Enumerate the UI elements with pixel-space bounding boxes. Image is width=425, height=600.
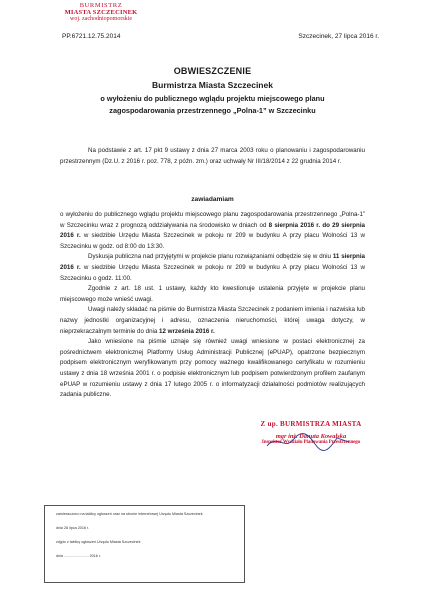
handwritten-signature bbox=[263, 430, 353, 452]
comments-deadline: 12 września 2016 r. bbox=[159, 327, 215, 335]
office-stamp bbox=[46, 2, 156, 23]
exhibition-dates: 8 sierpnia 2016 r. do 29 sierpnia 2016 r. bbox=[60, 221, 365, 240]
subject-line-1: o wyłożeniu do publicznego wglądu projektu miejscowego planu bbox=[100, 94, 325, 103]
stamp-line-1: BURMISTRZ bbox=[79, 2, 123, 9]
signature-line-3: Inspektor Wydziału Planowania Przestrzennego bbox=[261, 440, 361, 445]
place-and-date: Szczecinek, 27 lipca 2016 r. bbox=[298, 33, 379, 40]
paragraph-comments-deadline bbox=[60, 305, 365, 337]
removed-label: zdjęto z tablicy ogłoszeń Urzędu Miasta Szczecinek bbox=[56, 540, 141, 544]
document-title: OBWIESZCZENIE bbox=[173, 66, 252, 76]
posted-date: dnia 28 lipca 2016 r. bbox=[56, 526, 90, 530]
stamp-line-2: MIASTA SZCZECINEK bbox=[64, 9, 138, 16]
announcement-word: zawiadamiam bbox=[191, 196, 234, 203]
discussion-date: 11 sierpnia 2016 r. bbox=[60, 253, 365, 271]
p4-text-a: Uwagi należy składać na piśmie do Burmistrza Miasta Szczecinek z podaniem imienia i nazwiska lub nazwy jednostki organizacyjnej i adresu, oznaczenia nieruchomości, której uwaga dotyczy, w nieprzekraczalnym terminie do dnia bbox=[60, 306, 365, 335]
paragraph-electronic-comments: Jako wniesione na piśmie uznaje się również uwagi wniesione w postaci elektronicznej za pośrednictwem elektronicznej Platformy Usług Administracji Publicznej (ePUAP), opatrzone bezpiecznym podpisem elektronicznym weryfikowanym przy pomocy ważnego kwalifikowanego certyfikatu w rozumieniu ustawy z dnia 18 września 2001 r. o podpisie elektronicznym lub podpisem potwierdzonym profilem zaufanym ePUAP w rozumieniu ustawy z dnia 17 lutego 2005 r. o informatyzacji działalności podmiotów realizujących zadania publiczne. bbox=[60, 338, 365, 399]
signature-stamp bbox=[253, 420, 369, 445]
p2-text-a: Dyskusja publiczna nad przyjętymi w projekcie planu rozwiązaniami odbędzie się w dniu bbox=[88, 253, 333, 261]
signature-line-1: Z up. BURMISTRZA MIASTA bbox=[260, 420, 362, 428]
paragraph-right-to-comment: Zgodnie z art. 18 ust. 1 ustawy, każdy kto kwestionuje ustalenia przyjęte w projekcie planu miejscowego może wnieść uwagi. bbox=[60, 285, 365, 303]
notice-body bbox=[60, 210, 365, 401]
p1-text-a: o wyłożeniu do publicznego wglądu projektu miejscowego planu zagospodarowania przestrzennego „Polna-1” w Szczecinku wraz z prognozą oddziaływania na środowisko w dniach od bbox=[60, 211, 365, 229]
posting-record-box bbox=[44, 505, 245, 583]
p1-text-c: w siedzibie Urzędu Miasta Szczecinek w pokoju nr 209 w budynku A przy placu Wolności 13 w Szczecinku w godz. od 8:00 do 13:30. bbox=[60, 232, 365, 250]
p2-text-c: w siedzibie Urzędu Miasta Szczecinek w pokoju nr 209 w budynku A przy placu Wolności 13 w Szczecinku o godz. 11:00. bbox=[60, 263, 365, 282]
paragraph-discussion bbox=[60, 252, 365, 284]
subject-line-2: zagospodarowania przestrzennego „Polna-1” w Szczecinku bbox=[109, 106, 316, 115]
issuer: Burmistrza Miasta Szczecinek bbox=[152, 80, 273, 90]
legal-basis bbox=[60, 146, 365, 167]
signature-line-2: mgr inż. Danuta Kowalska bbox=[275, 433, 347, 440]
removed-date: dnia ........................ 2016 r. bbox=[56, 554, 101, 558]
legal-basis-text: Na podstawie z art. 17 pkt 9 ustawy z dnia 27 marca 2003 roku o planowaniu i zagospodarowaniu przestrzennym (Dz.U. z 2016 r. poz. 778, z późn. zm.) oraz uchwały Nr III/18/2014 z 22 grudnia 2014 r. bbox=[60, 147, 365, 165]
paragraph-exhibition bbox=[60, 210, 365, 252]
stamp-line-3: woj. zachodniopomorskie bbox=[70, 16, 132, 22]
posted-label: zamieszczono na tablicy ogłoszeń oraz na stronie internetowej Urzędu Miasta Szczecinek bbox=[56, 512, 203, 516]
reference-number: PP.6721.12.75.2014 bbox=[62, 33, 121, 40]
